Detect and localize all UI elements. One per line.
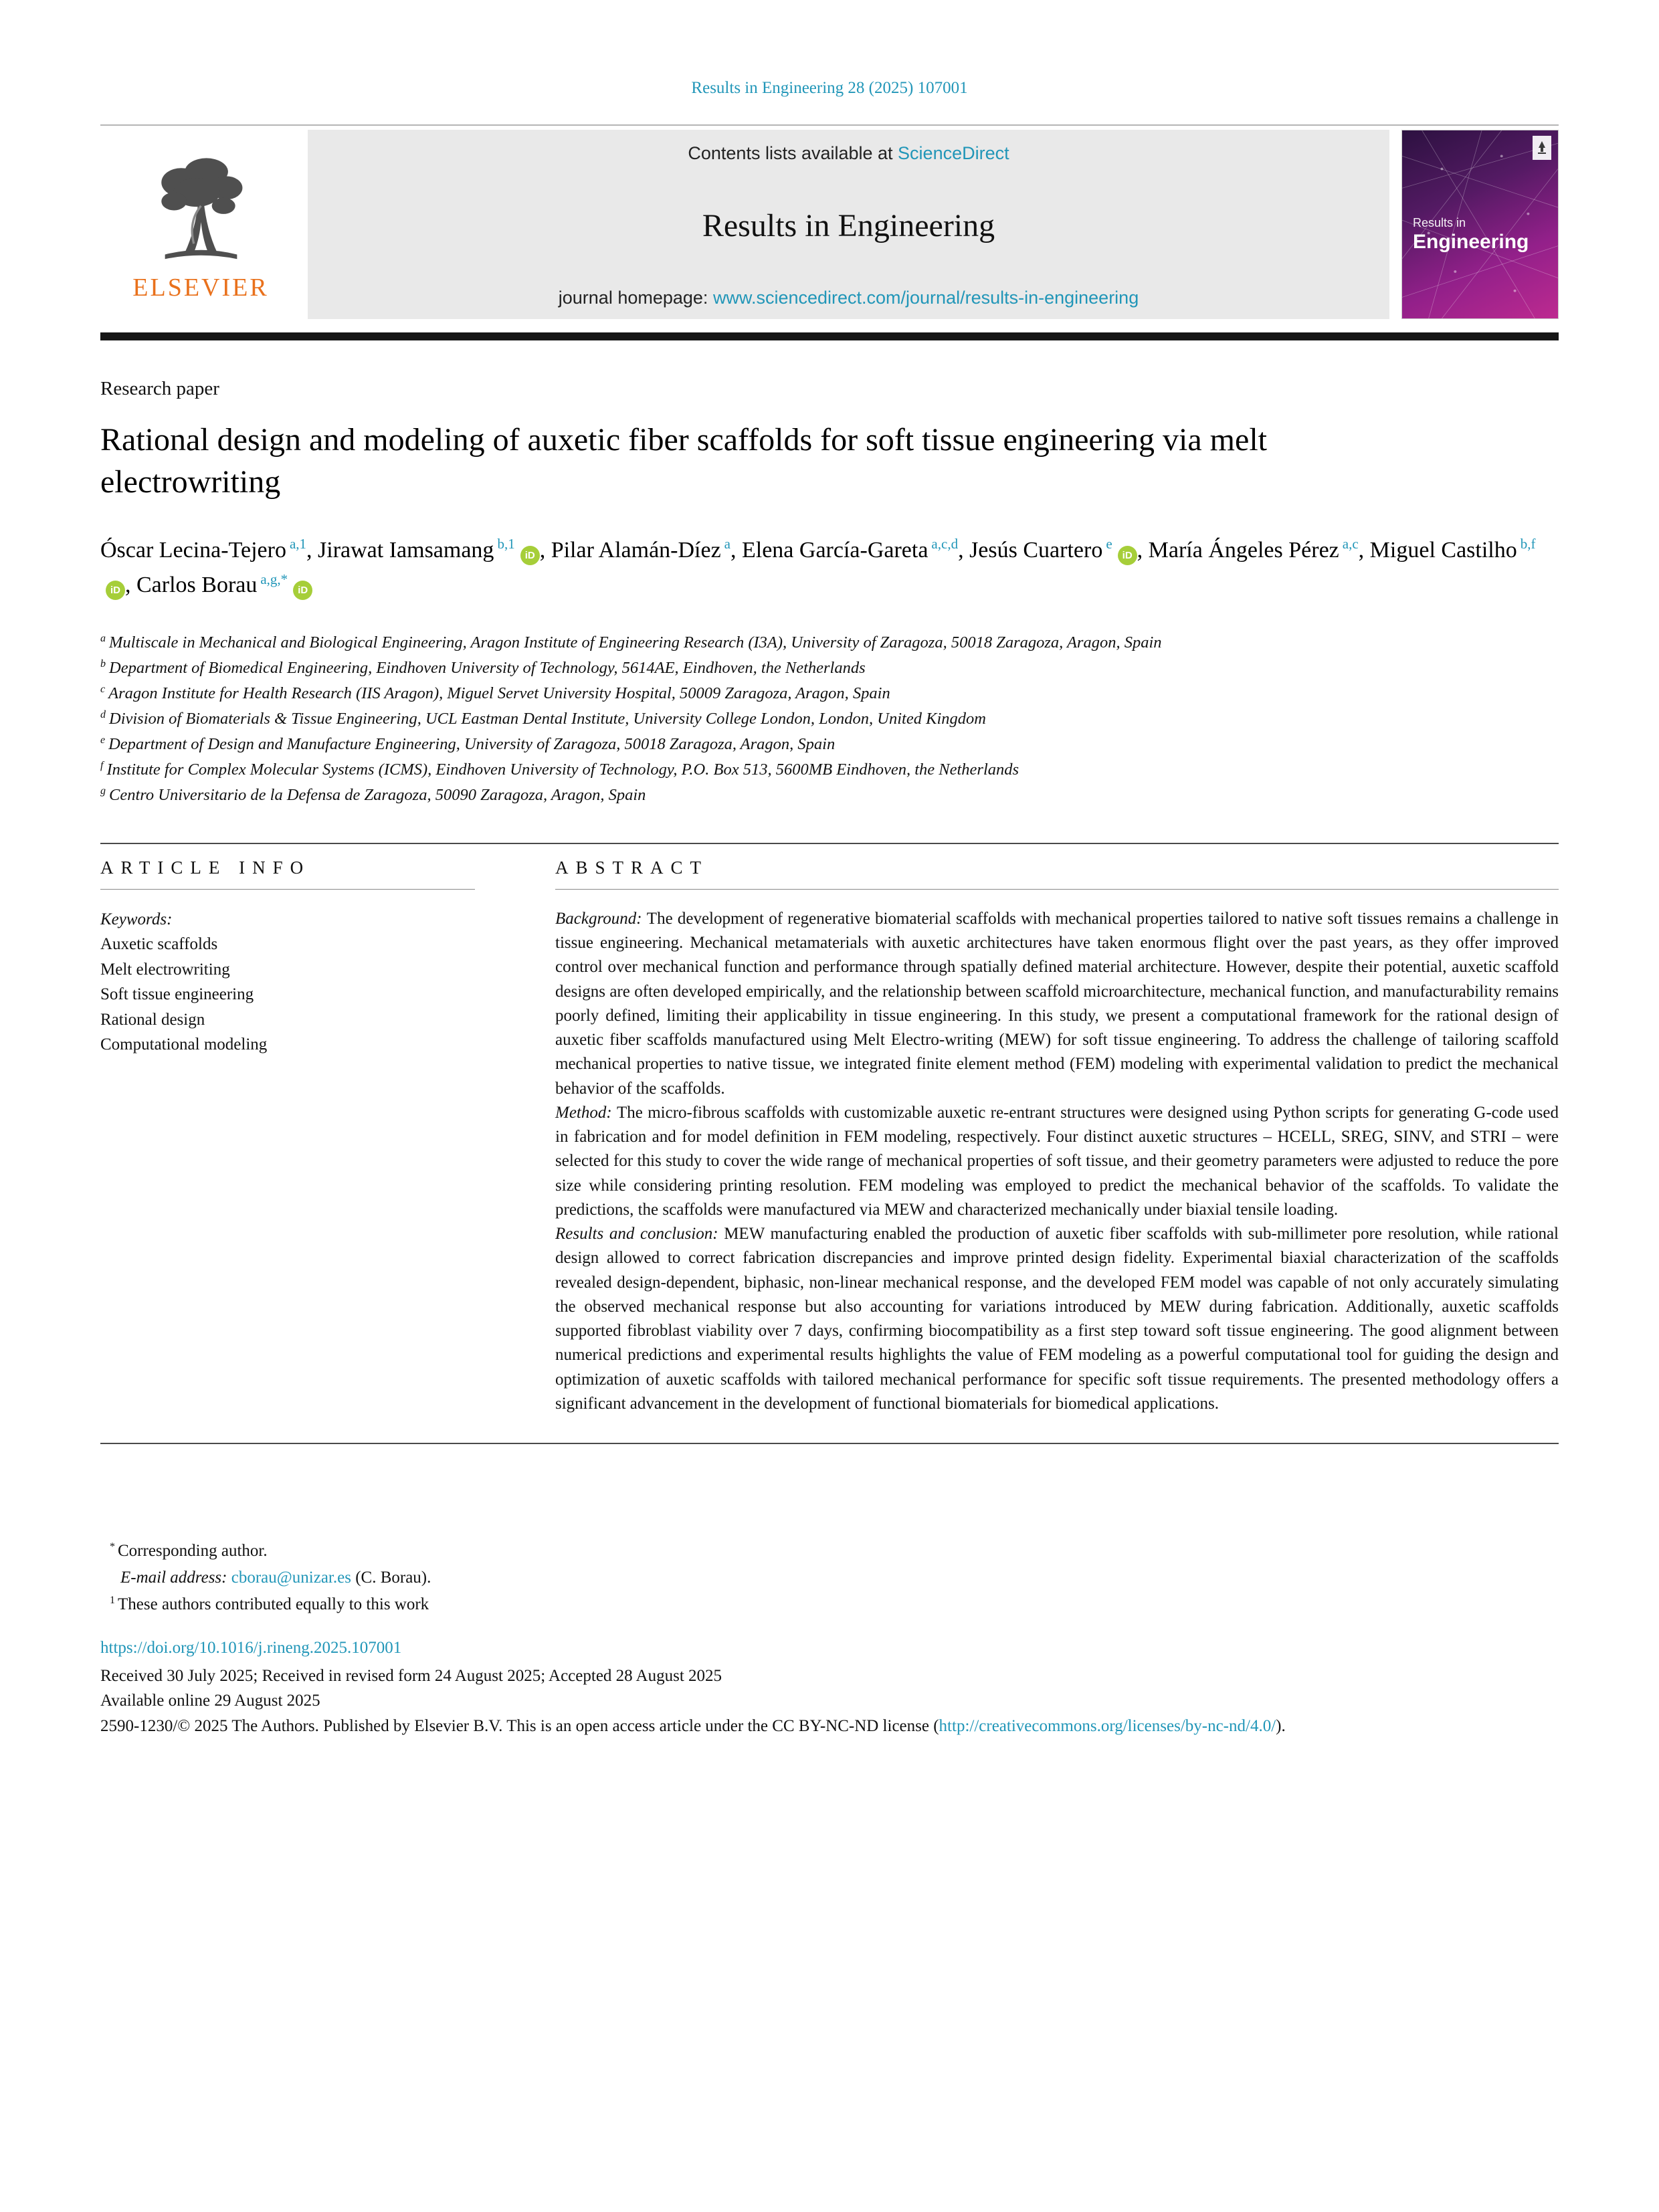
license-link[interactable]: http://creativecommons.org/licenses/by-nc-nd/4.0/ [939, 1716, 1276, 1735]
affiliation-line: $^a$ Multiscale in Mechanical and Biological Engineering, Aragon Institute of Engineering Research (I3A), University of Zaragoza, 50018 Zaragoza, Aragon, Spain [100, 632, 1162, 652]
affiliation-line: $^e$ Department of Design and Manufacture Engineering, University of Zaragoza, 50018 Zaragoza, Aragon, Spain [100, 734, 836, 753]
keyword-item: Computational modeling [100, 1035, 268, 1054]
author-affiliation-marker: a,c,d [931, 536, 959, 552]
author-name: Carlos Borau $^{a,g,*}$iD [136, 573, 312, 597]
elsevier-wordmark: ELSEVIER [132, 274, 269, 302]
abstract-paragraph: Method: The micro-fibrous scaffolds with customizable auxetic re-entrant structures were designed using Python scripts for generating G-code used in fabrication and for model definition in FEM modeling, respectively. Four distinct auxetic structures – HCELL, SREG, SINV, and STRI – were selected for this study to cover the wide range of mechanical properties of soft tissue, and their geometry parameters were adjusted to reduce the pore size while considering printing resolution. FEM modeling was employed to predict the mechanical behavior of the scaffolds. To validate the predictions, the scaffolds were manufactured via MEW and characterized mechanically under biaxial tensile loading. [555, 1103, 1559, 1219]
elsevier-tree-icon [146, 152, 256, 269]
copyright-prefix: 2590-1230/© 2025 The Authors. Published by Elsevier B.V. This is an open access article under the CC BY-NC-ND license ( [100, 1716, 939, 1735]
author-affiliation-marker: a,c [1342, 536, 1359, 552]
article-info-heading-divider [100, 889, 475, 890]
author-affiliation-marker: a,1 [289, 536, 307, 552]
abstract-paragraph-label: Background: [555, 909, 647, 928]
copyright-suffix: ). [1276, 1716, 1286, 1735]
journal-header [100, 126, 1559, 323]
author-name: Miguel Castilho $^{b,f}$iD [100, 538, 1535, 598]
journal-title: Results in Engineering [702, 208, 995, 243]
orcid-icon[interactable]: iD [293, 581, 312, 600]
abstract-body [555, 907, 1559, 1416]
author-name: Óscar Lecina-Tejero $^{a,1}$ [100, 536, 307, 563]
received-dates: Received 30 July 2025; Received in revised form 24 August 2025; Accepted 28 August 2025 [100, 1666, 722, 1685]
orcid-icon[interactable]: iD [106, 581, 125, 600]
journal-banner [308, 130, 1389, 319]
author-name: Pilar Alamán-Díez $^a$ [551, 536, 730, 563]
abstract-heading-divider [555, 889, 1559, 890]
abstract-paragraph: Results and conclusion: MEW manufacturing enabled the production of auxetic fiber scaffolds with sub-millimeter pore resolution, while rational design allowed to correct fabrication discrepancies and improve printed design fidelity. Experimental biaxial characterization of the scaffolds revealed design-dependent, biphasic, non-linear mechanical response, and the developed FEM model was capable of not only accurately simulating the observed mechanical response but also accounting for variations introduced by MEW during fabrication. Additionally, auxetic scaffolds supported fibroblast viability over 7 days, confirming biocompatibility as a first step toward soft tissue engineering. The good alignment between numerical predictions and experimental results highlights the value of FEM modeling as a powerful computational tool for guiding the design and optimization of auxetic scaffolds with tailored mechanical performance for specific soft tissue requirements. The presented methodology offers a significant advancement in the development of functional biomaterials for biomedical applications. [555, 1225, 1559, 1413]
info-block-bottom-divider [100, 1443, 1559, 1444]
affiliation-line: $^d$ Division of Biomaterials & Tissue Engineering, UCL Eastman Dental Institute, University College London, London, United Kingdom [100, 708, 986, 728]
email-note [100, 1565, 1559, 1591]
abstract-column [555, 844, 1559, 1416]
corresponding-text: Corresponding author. [118, 1542, 268, 1561]
email-label: E-mail address: [120, 1569, 227, 1587]
abstract-heading: ABSTRACT [555, 857, 709, 878]
email-link[interactable]: cborau@unizar.es [231, 1569, 351, 1587]
affiliation-marker: g [100, 785, 106, 797]
author-name: Jirawat Iamsamang $^{b,1}$iD [318, 538, 540, 563]
affiliation-line: $^f$ Institute for Complex Molecular Systems (ICMS), Eindhoven University of Technology, P.O. Box 513, 5600MB Eindhoven, the Netherlands [100, 759, 1019, 779]
equal-contribution-note [100, 1591, 1559, 1618]
author-name: Jesús Cuartero $^e$iD [969, 538, 1137, 563]
homepage-line [314, 288, 1383, 308]
sciencedirect-link[interactable]: ScienceDirect [898, 143, 1009, 163]
article-title: Rational design and modeling of auxetic fiber scaffolds for soft tissue engineering via melt electrowriting [100, 422, 1267, 500]
article-type-label: Research paper [100, 378, 219, 399]
article-info-column [100, 844, 475, 1416]
equal-text: These authors contributed equally to this work [118, 1595, 429, 1614]
affiliation-marker: d [100, 708, 106, 720]
copyright-line [100, 1714, 1559, 1739]
email-suffix: (C. Borau). [351, 1569, 431, 1587]
keywords-label: Keywords: [100, 910, 173, 928]
affiliation-line: $^c$ Aragon Institute for Health Research (IIS Aragon), Miguel Servet University Hospital, 50009 Zaragoza, Aragon, Spain [100, 683, 890, 703]
cover-title: Engineering [1413, 231, 1529, 253]
homepage-prefix: journal homepage: [558, 288, 713, 308]
corresponding-marker: * [110, 1540, 115, 1552]
orcid-icon[interactable]: iD [1118, 546, 1137, 565]
affiliation-marker: e [100, 734, 106, 746]
affiliation-marker: c [100, 683, 106, 695]
journal-homepage-link[interactable]: www.sciencedirect.com/journal/results-in-engineering [712, 288, 1139, 308]
footnotes [100, 1538, 1559, 1618]
author-name: María Ángeles Pérez $^{a,c}$ [1148, 536, 1359, 563]
affiliation-list [100, 630, 1559, 808]
article-footer [100, 1635, 1559, 1738]
keyword-item: Auxetic scaffolds [100, 935, 218, 954]
article-info-heading: ARTICLE INFO [100, 857, 311, 878]
keywords-list [100, 932, 475, 1058]
author-name: Elena García-Gareta $^{a,c,d}$ [742, 536, 959, 563]
abstract-paragraph: Background: The development of regenerative biomaterial scaffolds with mechanical properties tailored to native soft tissues remains a challenge in tissue engineering. Mechanical metamaterials with auxetic architectures have taken enormous flight over the past years, as they offer improved control over mechanical function and performance through spatially defined material architecture. However, despite their potential, auxetic scaffold designs are often developed empirically, and the relationship between scaffold microarchitecture, mechanical function, and manufacturability remains poorly defined, limiting their applicability in tissue engineering. In this study, we present a computational framework for the rational design of auxetic fiber scaffolds manufactured using Melt Electro-writing (MEW) for soft tissue engineering. To address the challenge of tailoring scaffold mechanical properties to native tissue, we integrated finite element method (FEM) modeling with experimental validation to predict the mechanical behavior of the scaffolds. [555, 909, 1559, 1098]
elsevier-logo[interactable] [100, 126, 301, 323]
abstract-paragraph-label: Results and conclusion: [555, 1225, 724, 1243]
author-affiliation-marker: a,g,* [260, 571, 288, 588]
info-abstract-block [100, 844, 1559, 1416]
affiliation-line: $^b$ Department of Biomedical Engineering, Eindhoven University of Technology, 5614AE, Eindhoven, the Netherlands [100, 658, 866, 678]
cover-publisher-mark-icon [1533, 136, 1551, 160]
keyword-item: Rational design [100, 1010, 205, 1029]
header-bottom-divider [100, 332, 1559, 340]
keywords-block [100, 907, 475, 1058]
doi-link[interactable]: https://doi.org/10.1016/j.rineng.2025.107001 [100, 1639, 402, 1657]
author-list: Óscar Lecina-Tejero $^{a,1}$, Jirawat Iamsamang $^{b,1}$iD , Pilar Alamán-Díez $^a$, Elena García-Gareta $^{a,c,d}$, Jesús Cuartero $^e$iD , María Ángeles Pérez $^{a,c}$, Miguel Castilho $^{b,f}$iD , Carlos Borau $^{a,g,*}$iD [100, 533, 1559, 603]
author-affiliation-marker: b,1 [497, 536, 515, 552]
equal-marker: 1 [110, 1594, 115, 1606]
affiliation-line: $^g$ Centro Universitario de la Defensa de Zaragoza, 50090 Zaragoza, Aragon, Spain [100, 785, 646, 804]
abstract-paragraph-label: Method: [555, 1103, 617, 1122]
journal-cover-thumbnail[interactable] [1401, 130, 1559, 319]
author-affiliation-marker: e [1106, 536, 1112, 552]
author-affiliation-marker: a [724, 536, 730, 552]
journal-citation: Results in Engineering 28 (2025) 107001 [691, 79, 968, 97]
author-affiliation-marker: b,f [1520, 536, 1536, 552]
affiliation-marker: f [100, 759, 104, 771]
orcid-icon[interactable]: iD [520, 546, 540, 565]
affiliation-marker: a [100, 632, 106, 644]
keyword-item: Melt electrowriting [100, 960, 230, 979]
keyword-item: Soft tissue engineering [100, 985, 254, 1004]
corresponding-author-note [100, 1538, 1559, 1565]
available-online: Available online 29 August 2025 [100, 1692, 320, 1710]
contents-prefix: Contents lists available at [688, 143, 898, 163]
cover-kicker: Results in [1413, 216, 1466, 229]
affiliation-marker: b [100, 658, 106, 670]
contents-line [314, 143, 1383, 164]
